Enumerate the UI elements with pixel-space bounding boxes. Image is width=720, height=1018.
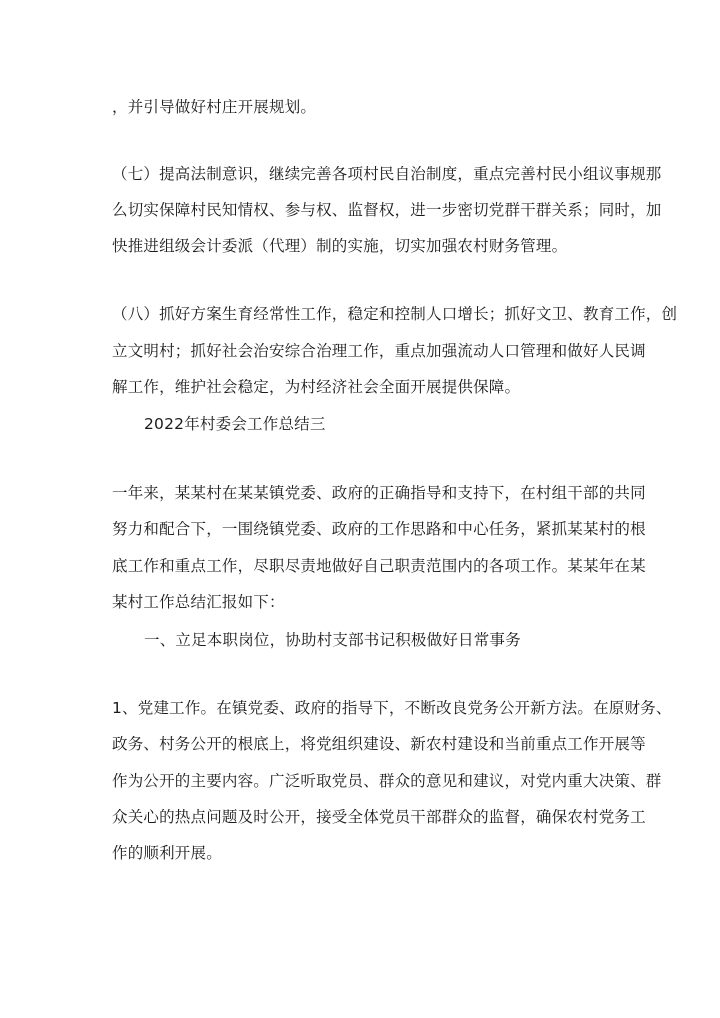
subsection-heading: 一、立足本职岗位，协助村支部书记积极做好日常事务 bbox=[144, 631, 521, 649]
text-line: 底工作和重点工作，尽职尽责地做好自己职责范围内的各项工作。某某年在某 bbox=[112, 557, 646, 575]
text-line: 立文明村；抓好社会治安综合治理工作，重点加强流动人口管理和做好人民调 bbox=[112, 342, 646, 360]
text-line: 政务、村务公开的根底上，将党组织建设、新农村建设和当前重点工作开展等 bbox=[112, 735, 646, 753]
text-line: 作为公开的主要内容。广泛听取党员、群众的意见和建议，对党内重大决策、群 bbox=[112, 772, 662, 790]
text-line: 1、党建工作。在镇党委、政府的指导下，不断改良党务公开新方法。在原财务、 bbox=[112, 699, 672, 717]
text-line: 努力和配合下，一围绕镇党委、政府的工作思路和中心任务，紧抓某某村的根 bbox=[112, 520, 646, 538]
text-line: 么切实保障村民知情权、参与权、监督权，进一步密切党群干群关系；同时，加 bbox=[112, 201, 662, 219]
section-heading: 2022年村委会工作总结三 bbox=[144, 415, 326, 433]
text-line: 某村工作总结汇报如下： bbox=[112, 593, 285, 611]
text-line: 快推进组级会计委派（代理）制的实施，切实加强农村财务管理。 bbox=[112, 237, 568, 255]
text-line: 作的顺利开展。 bbox=[112, 844, 222, 862]
text-line: 众关心的热点问题及时公开，接受全体党员干部群众的监督，确保农村党务工 bbox=[112, 808, 646, 826]
text-line: ，并引导做好村庄开展规划。 bbox=[112, 98, 317, 116]
text-line: 解工作，维护社会稳定，为村经济社会全面开展提供保障。 bbox=[112, 378, 521, 396]
text-line: 一年来，某某村在某某镇党委、政府的正确指导和支持下，在村组干部的共同 bbox=[112, 484, 646, 502]
text-line: （七）提高法制意识，继续完善各项村民自治制度，重点完善村民小组议事规那 bbox=[112, 165, 662, 183]
text-line: （八）抓好方案生育经常性工作，稳定和控制人口增长；抓好文卫、教育工作，创 bbox=[112, 305, 678, 323]
